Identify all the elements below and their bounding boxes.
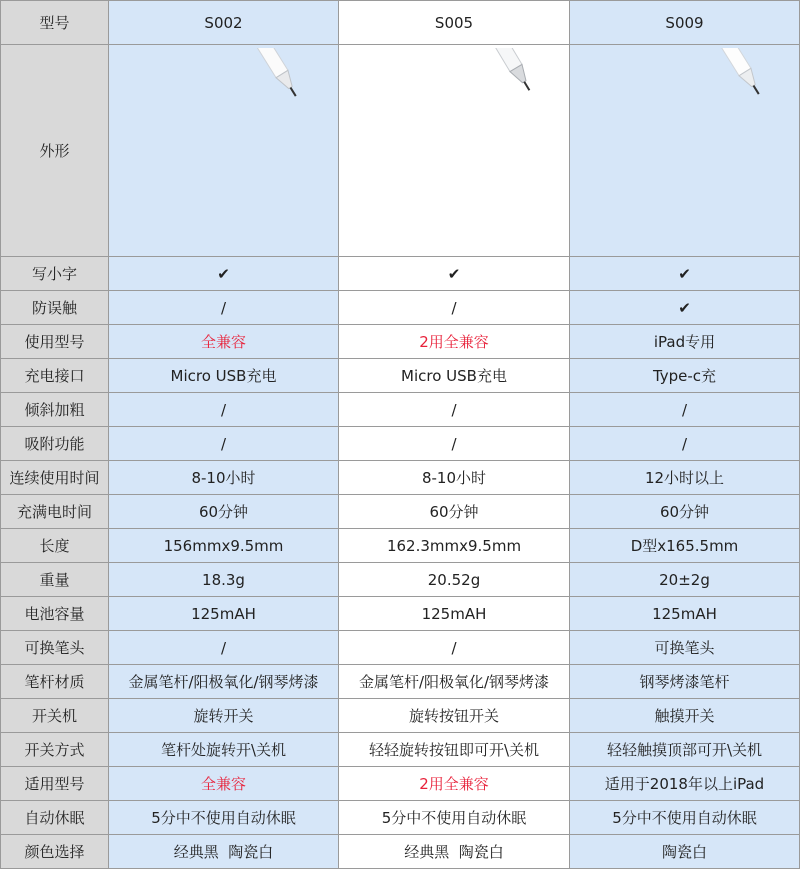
spec-row [1, 461, 800, 495]
spec-value: 钢琴烤漆笔杆 [570, 665, 800, 699]
spec-row [1, 529, 800, 563]
spec-row [1, 699, 800, 733]
spec-label: 自动休眠 [1, 801, 109, 835]
spec-value: / [339, 631, 570, 665]
spec-value: / [570, 393, 800, 427]
spec-value: 触摸开关 [570, 699, 800, 733]
spec-value: 轻轻旋转按钮即可开\关机 [339, 733, 570, 767]
spec-value: 笔杆处旋转开\关机 [109, 733, 339, 767]
stylus-pen-icon [114, 48, 334, 253]
spec-value: 2用全兼容 [339, 767, 570, 801]
spec-value: 125mAH [109, 597, 339, 631]
spec-row [1, 359, 800, 393]
spec-value: 8-10小时 [109, 461, 339, 495]
spec-value: 20.52g [339, 563, 570, 597]
spec-value: 陶瓷白 [570, 835, 800, 869]
spec-row [1, 291, 800, 325]
spec-value: iPad专用 [570, 325, 800, 359]
spec-label: 开关方式 [1, 733, 109, 767]
spec-value: 125mAH [339, 597, 570, 631]
spec-label: 倾斜加粗 [1, 393, 109, 427]
pen-image-s002 [109, 45, 339, 257]
shape-label: 外形 [1, 45, 109, 257]
model-header-s002: S002 [109, 1, 339, 45]
spec-row [1, 427, 800, 461]
shape-row [1, 45, 800, 257]
spec-value: 5分中不使用自动休眠 [109, 801, 339, 835]
spec-value: 18.3g [109, 563, 339, 597]
pen-image-s005 [339, 45, 570, 257]
spec-row [1, 767, 800, 801]
spec-value: / [339, 291, 570, 325]
spec-label: 笔杆材质 [1, 665, 109, 699]
spec-value: / [339, 393, 570, 427]
spec-value: 适用于2018年以上iPad [570, 767, 800, 801]
spec-value: 156mmx9.5mm [109, 529, 339, 563]
spec-label: 防误触 [1, 291, 109, 325]
spec-row [1, 597, 800, 631]
spec-value: 金属笔杆/阳极氧化/钢琴烤漆 [109, 665, 339, 699]
spec-value: 60分钟 [109, 495, 339, 529]
spec-label: 开关机 [1, 699, 109, 733]
spec-row [1, 631, 800, 665]
spec-value: 旋转按钮开关 [339, 699, 570, 733]
spec-label: 充满电时间 [1, 495, 109, 529]
spec-value: 旋转开关 [109, 699, 339, 733]
stylus-pen-icon [344, 48, 564, 253]
spec-row [1, 325, 800, 359]
spec-value: 轻轻触摸顶部可开\关机 [570, 733, 800, 767]
spec-value: / [339, 427, 570, 461]
spec-label: 电池容量 [1, 597, 109, 631]
spec-value: 全兼容 [109, 767, 339, 801]
spec-value: 经典黑 陶瓷白 [339, 835, 570, 869]
spec-label: 颜色选择 [1, 835, 109, 869]
header-label: 型号 [1, 1, 109, 45]
spec-value: 12小时以上 [570, 461, 800, 495]
spec-value: 60分钟 [339, 495, 570, 529]
spec-value: 经典黑 陶瓷白 [109, 835, 339, 869]
spec-value: Micro USB充电 [339, 359, 570, 393]
spec-row [1, 835, 800, 869]
model-header-s005: S005 [339, 1, 570, 45]
spec-value: 2用全兼容 [339, 325, 570, 359]
spec-value: 全兼容 [109, 325, 339, 359]
spec-value: 金属笔杆/阳极氧化/钢琴烤漆 [339, 665, 570, 699]
spec-value: ✔ [570, 291, 800, 325]
spec-row [1, 257, 800, 291]
spec-label: 使用型号 [1, 325, 109, 359]
spec-row [1, 563, 800, 597]
spec-value: 5分中不使用自动休眠 [339, 801, 570, 835]
spec-label: 连续使用时间 [1, 461, 109, 495]
spec-value: 60分钟 [570, 495, 800, 529]
spec-value: ✔ [570, 257, 800, 291]
spec-row [1, 733, 800, 767]
spec-value: ✔ [339, 257, 570, 291]
spec-value: ✔ [109, 257, 339, 291]
spec-label: 适用型号 [1, 767, 109, 801]
spec-label: 写小字 [1, 257, 109, 291]
spec-row [1, 801, 800, 835]
spec-value: 5分中不使用自动休眠 [570, 801, 800, 835]
spec-value: / [109, 427, 339, 461]
model-header-s009: S009 [570, 1, 800, 45]
spec-value: Type-c充 [570, 359, 800, 393]
spec-value: / [109, 393, 339, 427]
spec-value: / [109, 631, 339, 665]
spec-row [1, 665, 800, 699]
spec-value: / [109, 291, 339, 325]
spec-value: / [570, 427, 800, 461]
spec-label: 重量 [1, 563, 109, 597]
spec-row [1, 393, 800, 427]
header-row [1, 1, 800, 45]
spec-label: 可换笔头 [1, 631, 109, 665]
stylus-pen-icon [575, 48, 795, 253]
spec-value: D型x165.5mm [570, 529, 800, 563]
spec-label: 长度 [1, 529, 109, 563]
spec-value: 8-10小时 [339, 461, 570, 495]
spec-value: Micro USB充电 [109, 359, 339, 393]
spec-row [1, 495, 800, 529]
spec-value: 可换笔头 [570, 631, 800, 665]
spec-value: 20±2g [570, 563, 800, 597]
spec-label: 充电接口 [1, 359, 109, 393]
spec-label: 吸附功能 [1, 427, 109, 461]
spec-value: 125mAH [570, 597, 800, 631]
spec-value: 162.3mmx9.5mm [339, 529, 570, 563]
pen-image-s009 [570, 45, 800, 257]
